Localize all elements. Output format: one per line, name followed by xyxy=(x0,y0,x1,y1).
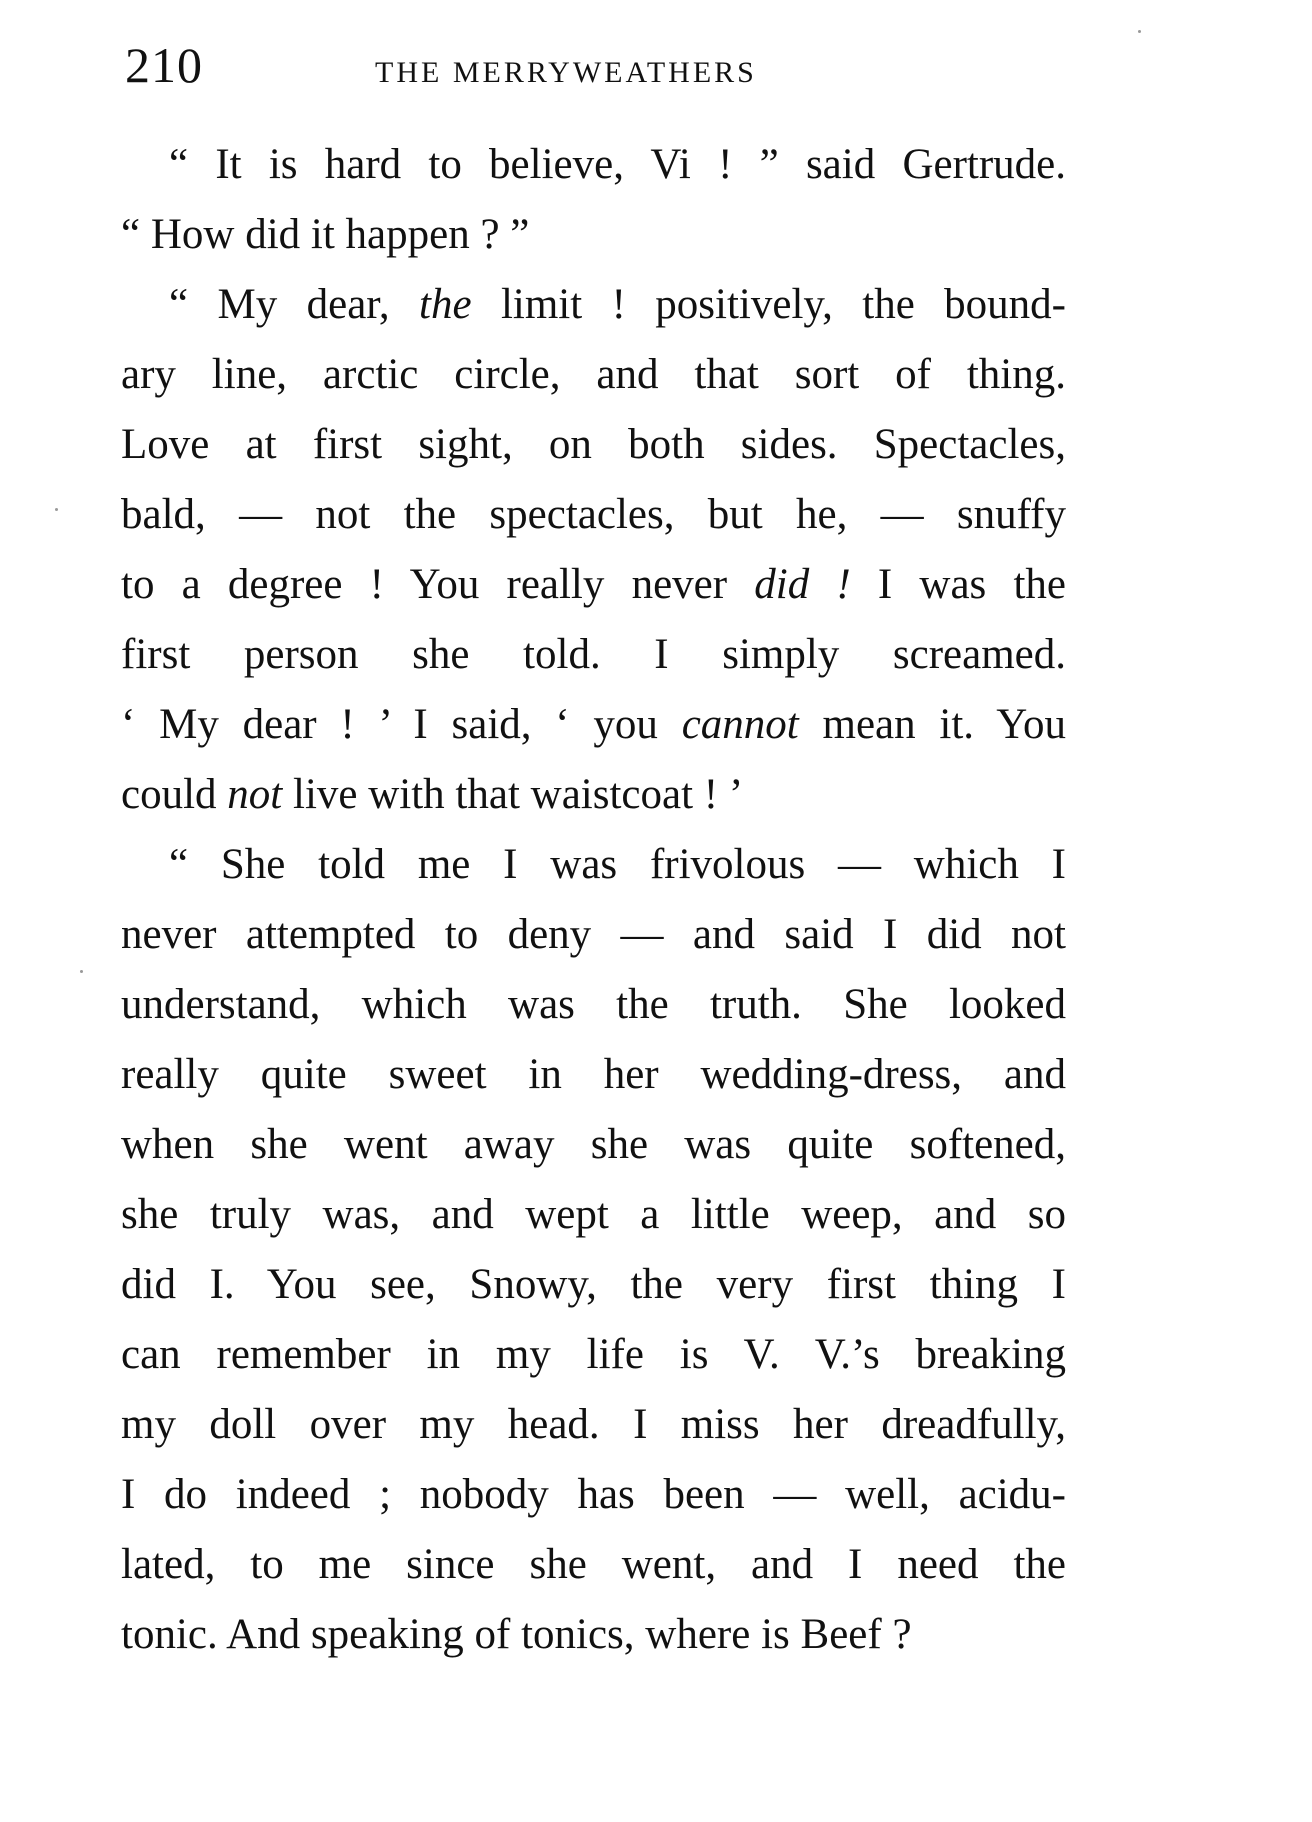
text-line: “ She told me I was frivolous — which I xyxy=(169,841,1066,888)
text-line: really quite sweet in her wedding-dress, and xyxy=(121,1051,1066,1098)
text-line: “ It is hard to believe, Vi ! ” said Gertrude. xyxy=(169,141,1066,188)
text-line: “ How did it happen ? ” xyxy=(121,211,530,258)
text-line: to a degree ! You really never did ! I was the xyxy=(121,561,1066,608)
text-line: tonic. And speaking of tonics, where is Beef ? xyxy=(121,1611,912,1658)
text-line: bald, — not the spectacles, but he, — snuffy xyxy=(121,491,1066,538)
text-line: I do indeed ; nobody has been — well, acidu- xyxy=(121,1471,1066,1518)
text-line: never attempted to deny — and said I did not xyxy=(121,911,1066,958)
page-number: 210 xyxy=(125,37,203,93)
text-line: Love at first sight, on both sides. Spectacles, xyxy=(121,421,1066,468)
body-text xyxy=(121,130,1066,1670)
text-line: my doll over my head. I miss her dreadfully, xyxy=(121,1401,1066,1448)
text-line: understand, which was the truth. She looked xyxy=(121,981,1066,1028)
text-line: ‘ My dear ! ’ I said, ‘ you cannot mean it. You xyxy=(121,701,1066,748)
text-line: she truly was, and wept a little weep, and so xyxy=(121,1191,1066,1238)
scan-speck xyxy=(55,508,58,511)
text-line: when she went away she was quite softened, xyxy=(121,1121,1066,1168)
page-header xyxy=(120,30,1070,100)
text-line: did I. You see, Snowy, the very first thing I xyxy=(121,1261,1066,1308)
scan-speck xyxy=(1138,30,1141,33)
scan-speck xyxy=(80,970,83,973)
running-title: THE MERRYWEATHERS xyxy=(375,56,757,89)
text-line: “ My dear, the limit ! positively, the bound- xyxy=(169,281,1066,328)
text-line: first person she told. I simply screamed. xyxy=(121,631,1066,678)
text-line: can remember in my life is V. V.’s breaking xyxy=(121,1331,1066,1378)
text-line: ary line, arctic circle, and that sort of thing. xyxy=(121,351,1066,398)
text-line: could not live with that waistcoat ! ’ xyxy=(121,771,744,818)
text-line: lated, to me since she went, and I need the xyxy=(121,1541,1066,1588)
